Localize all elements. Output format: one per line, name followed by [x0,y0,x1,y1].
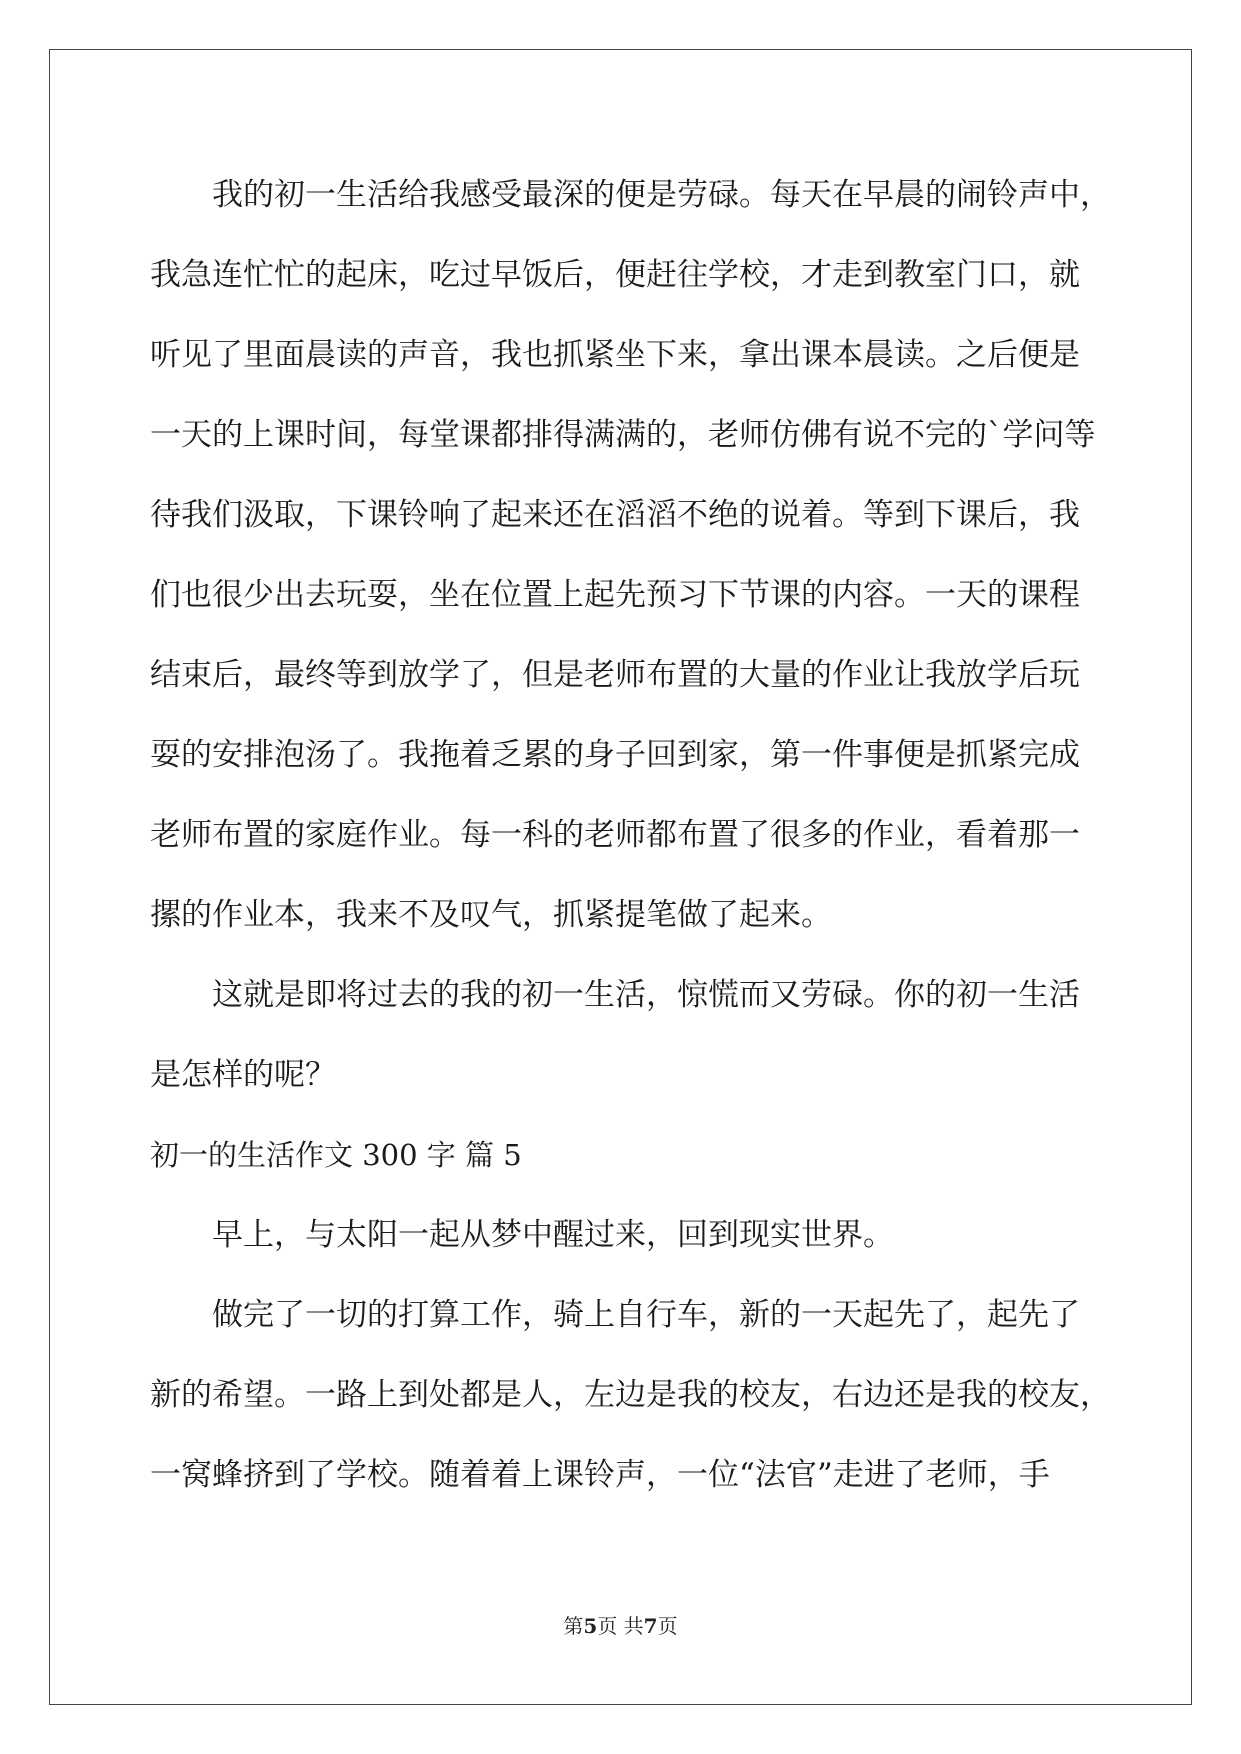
text-line: 早上，与太阳一起从梦中醒过来，回到现实世界。 [212,1217,894,1253]
section-heading: 初一的生活作文 300 字 篇 5 [150,1138,522,1172]
text-line: 一窝蜂挤到了学校。随着着上课铃声，一位“法官”走进了老师，手 [150,1457,1050,1493]
paragraph [150,1275,1111,1515]
document-body [150,155,1111,1515]
paragraph [150,155,1111,955]
text-line: 听见了里面晨读的声音，我也抓紧坐下来，拿出课本晨读。之后便是 [150,337,1080,373]
footer-suffix: 页 [657,1614,678,1638]
paragraph [150,1195,1090,1275]
text-line: 耍的安排泡汤了。我拖着乏累的身子回到家，第一件事便是抓紧完成 [150,737,1080,773]
text-line: 新的希望。一路上到处都是人，左边是我的校友，右边还是我的校友， [150,1377,1111,1413]
text-line: 我急连忙忙的起床，吃过早饭后，便赶往学校，才走到教室门口，就 [150,257,1080,293]
text-line: 摞的作业本，我来不及叹气，抓紧提笔做了起来。 [150,897,832,933]
page-footer [0,1610,1241,1639]
text-line: 们也很少出去玩耍，坐在位置上起先预习下节课的内容。一天的课程 [150,577,1080,613]
text-line: 做完了一切的打算工作，骑上自行车，新的一天起先了，起先了 [212,1297,1080,1333]
paragraph [150,955,1090,1115]
text-line: 我的初一生活给我感受最深的便是劳碌。每天在早晨的闹铃声中， [212,177,1111,213]
text-line: 一天的上课时间，每堂课都排得满满的，老师仿佛有说不完的`学问等 [150,417,1096,453]
text-line: 老师布置的家庭作业。每一科的老师都布置了很多的作业，看着那一 [150,817,1080,853]
text-line: 是怎样的呢？ [150,1057,336,1093]
text-line: 待我们汲取，下课铃响了起来还在滔滔不绝的说着。等到下课后，我 [150,497,1080,533]
footer-prefix: 第 [563,1614,584,1638]
total-page-number: 7 [643,1614,658,1638]
footer-middle: 页 共 [597,1614,644,1638]
current-page-number: 5 [583,1614,598,1638]
text-line: 结束后，最终等到放学了，但是老师布置的大量的作业让我放学后玩 [150,657,1080,693]
text-line: 这就是即将过去的我的初一生活，惊慌而又劳碌。你的初一生活 [212,977,1080,1013]
